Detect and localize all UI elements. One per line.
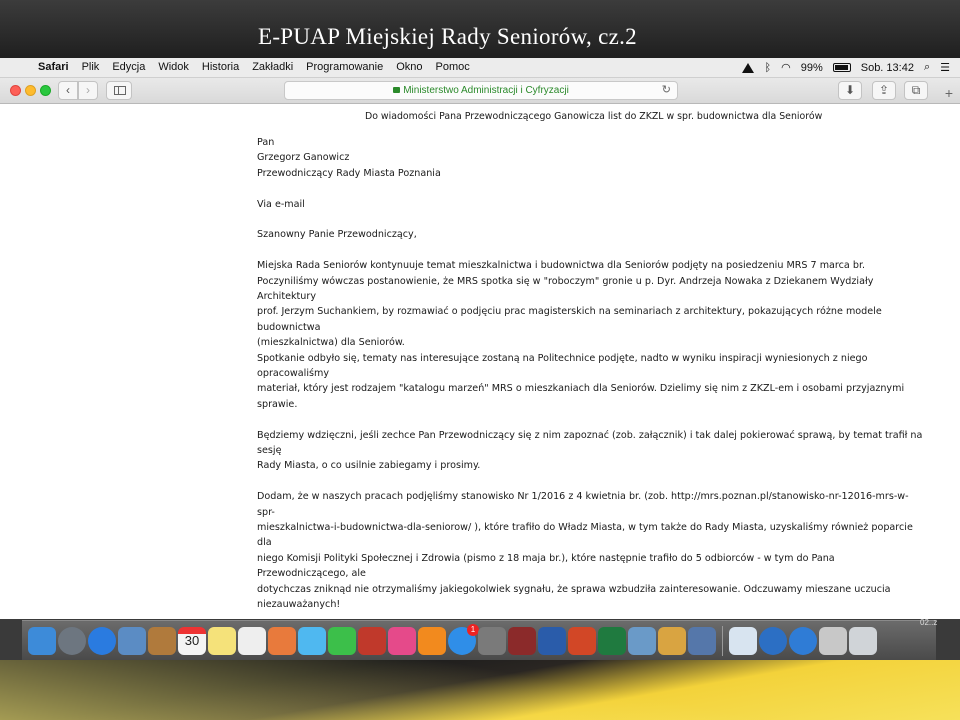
text-line: Pan <box>257 137 275 148</box>
menu-help[interactable]: Pomoc <box>435 61 470 73</box>
menu-develop[interactable]: Programowanie <box>306 61 384 73</box>
battery-percent: 99% <box>800 61 823 74</box>
paragraph-2 <box>257 428 923 474</box>
zoom-window-button[interactable] <box>40 85 51 96</box>
photo-booth-icon[interactable] <box>358 627 386 655</box>
address-text: Ministerstwo Administracji i Cyfryzacji <box>403 85 569 96</box>
dock-separator <box>722 626 723 656</box>
excel-icon[interactable] <box>598 627 626 655</box>
wifi-icon[interactable]: ◠ <box>781 62 791 74</box>
menu-file[interactable]: Plik <box>81 61 100 73</box>
list-icon[interactable]: ☰ <box>940 62 950 74</box>
scanner-icon[interactable] <box>819 627 847 655</box>
word-icon[interactable] <box>538 627 566 655</box>
notes-icon[interactable] <box>208 627 236 655</box>
menu-bookmarks[interactable]: Zakładki <box>252 61 294 73</box>
text-line: Dodam, że w naszych pracach podjęliśmy stanowisko Nr 1/2016 z 4 kwietnia br. (zob. http://mrs.poznan.pl/stanowisko-nr-12016-mrs-w-spr- <box>257 491 909 518</box>
photo-stack-icon[interactable] <box>688 627 716 655</box>
share-button[interactable]: ⇪ <box>872 81 896 100</box>
text-line: materiał, który jest rodzajem "katalogu marzeń" MRS o mieszkaniach dla Seniorów. Dzielimy się nim z ZKZL-em i osobami przyjaznymi sprawie. <box>257 383 905 410</box>
dictionary-icon[interactable] <box>508 627 536 655</box>
calendar-icon[interactable] <box>178 627 206 655</box>
messages-icon[interactable] <box>298 627 326 655</box>
photos-icon[interactable] <box>268 627 296 655</box>
facetime-icon[interactable] <box>328 627 356 655</box>
ibooks-icon[interactable] <box>418 627 446 655</box>
recipient-block <box>257 135 923 181</box>
lock-icon <box>393 87 400 93</box>
address-bar[interactable] <box>284 81 678 100</box>
tabs-overview-button[interactable]: ⧉ <box>904 81 928 100</box>
clock[interactable]: Sob. 13:42 <box>860 61 914 74</box>
upload-icon[interactable] <box>742 63 754 73</box>
text-line: niego Komisji Polityki Społecznej i Zdrowia (pismo z 18 maja br.), które następnie trafiło do 5 odbiorców - w tym do Pana Przewodniczącego, ale <box>257 552 835 580</box>
paragraph-1 <box>257 258 923 412</box>
browser-toolbar <box>0 78 960 104</box>
text-line: Poczyniliśmy wówczas postanowienie, że MRS spotka się w "roboczym" gronie u p. Dyr. Andrzeja Nowaka z Dziekanem Wydziały Architektury <box>257 275 874 303</box>
document-header: Do wiadomości Pana Przewodniczącego Ganowicza list do ZKZL w spr. budownictwa dla Seniorów <box>365 111 823 122</box>
search-icon[interactable]: ⌕ <box>923 61 931 73</box>
itunes-icon[interactable] <box>388 627 416 655</box>
text-line: niezauważanych! <box>257 599 341 611</box>
screenshot-area <box>0 58 960 660</box>
salutation: Szanowny Panie Przewodniczący, <box>257 229 417 241</box>
dock-file-label: 02..z <box>920 618 938 627</box>
slide-title: E-PUAP Miejskiej Rady Seniorów, cz.2 <box>258 24 637 49</box>
globe-2-icon[interactable] <box>789 627 817 655</box>
reminders-icon[interactable] <box>238 627 266 655</box>
dock <box>22 620 936 660</box>
text-line: Miejska Rada Seniorów kontynuuje temat mieszkalnictwa i budownictwa dla Seniorów podjęty na posiedzeniu MRS 7 marca br. <box>257 260 866 272</box>
app-store-icon[interactable] <box>448 624 476 655</box>
status-area <box>742 61 950 74</box>
text-line: Rady Miasta, o co usilnie zabiegamy i prosimy. <box>257 460 481 472</box>
text-line: dotychczas zniknąd nie otrzymaliśmy jakiegokolwiek sygnału, że sprawa wzbudziła zainteresowanie. Odczuwamy mieszane uczucia <box>257 583 891 595</box>
text-line: mieszkalnictwa-i-budownictwa-dla-seniorow/ ), które trafiło do Władz Miasta, w tym także do Rady Miasta, uzyskaliśmy również poparcie dla <box>257 522 913 549</box>
powerpoint-icon[interactable] <box>568 627 596 655</box>
text-line: prof. Jerzym Suchankiem, by rozmawiać o podjęciu prac magisterskich na seminariach z architektury, pokazujących różne modele budownictwa <box>257 306 882 333</box>
menu-items <box>38 61 470 73</box>
sidebar-icon <box>114 86 126 95</box>
reload-icon[interactable]: ↻ <box>661 84 671 96</box>
downloads-button[interactable]: ⬇ <box>838 81 862 100</box>
menu-window[interactable]: Okno <box>396 61 423 73</box>
preview-icon[interactable] <box>118 627 146 655</box>
close-window-button[interactable] <box>10 85 21 96</box>
menu-view[interactable]: Widok <box>158 61 189 73</box>
back-button[interactable]: ‹ <box>58 81 78 100</box>
bluetooth-icon[interactable]: ᛒ <box>764 61 772 74</box>
iphoto-icon[interactable] <box>658 627 686 655</box>
minimize-window-button[interactable] <box>25 85 36 96</box>
text-line: Grzegorz Ganowicz <box>257 152 350 164</box>
contacts-icon[interactable] <box>148 627 176 655</box>
menu-edit[interactable]: Edycja <box>112 61 146 73</box>
safari-icon[interactable] <box>88 627 116 655</box>
sidebar-button[interactable] <box>106 81 132 100</box>
text-line: Przewodniczący Rady Miasta Poznania <box>257 167 441 179</box>
menu-history[interactable]: Historia <box>201 61 240 73</box>
menu-safari[interactable]: Safari <box>38 61 69 73</box>
new-tab-button[interactable]: + <box>944 85 954 101</box>
trash-icon[interactable] <box>849 627 877 655</box>
text-line: (mieszkalnictwa) dla Seniorów. <box>257 337 405 349</box>
finder-icon[interactable] <box>28 627 56 655</box>
via-line: Via e-mail <box>257 198 305 210</box>
forward-button[interactable]: › <box>78 81 98 100</box>
battery-icon[interactable] <box>833 63 851 72</box>
menu-bar <box>0 58 960 78</box>
system-preferences-icon[interactable] <box>478 627 506 655</box>
apple-menu-icon[interactable] <box>14 60 26 74</box>
text-line: Będziemy wdzięczni, jeśli zechce Pan Przewodniczący się z nim zapoznać (zob. załącznik) i tak dalej pokierować sprawą, by temat trafił na sesję <box>257 429 923 457</box>
paragraph-3 <box>257 489 923 612</box>
text-line: Spotkanie odbyło się, tematy nas interesujące zostaną na Politechnice podjęte, nadto w wyniku inspiracji wyniesionych z niego opracowaliśmy <box>257 352 868 380</box>
web-page <box>0 105 960 619</box>
slide-footer-band <box>0 660 960 720</box>
letter-body <box>257 135 923 619</box>
calendar-day: 30 <box>184 632 200 648</box>
globe-icon[interactable] <box>759 627 787 655</box>
launchpad-icon[interactable] <box>58 627 86 655</box>
image-capture-icon[interactable] <box>628 627 656 655</box>
document-icon[interactable] <box>729 627 757 655</box>
notification-badge: 1 <box>467 624 479 636</box>
